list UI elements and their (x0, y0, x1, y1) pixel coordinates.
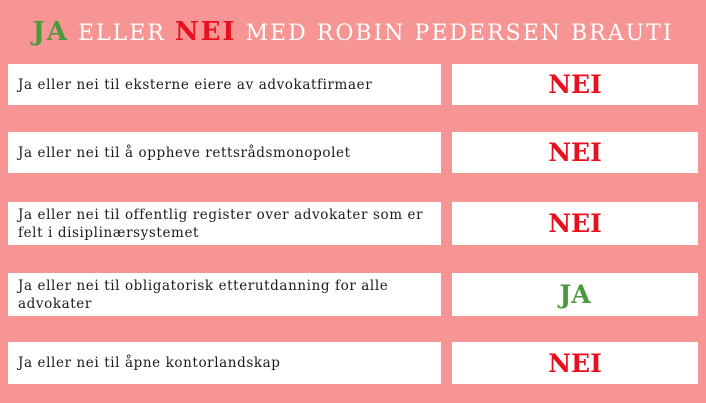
page-title (0, 17, 706, 47)
answer-5: NEI (452, 342, 698, 384)
title-nei: NEI (174, 17, 237, 47)
title-rest: MED ROBIN PEDERSEN BRAUTI (245, 21, 674, 46)
question-3: Ja eller nei til offentlig register over advokater som er felt i disiplinærsystemet (8, 202, 441, 245)
question-1: Ja eller nei til eksterne eiere av advokatfirmaer (8, 64, 441, 105)
title-ja: JA (32, 17, 69, 47)
answer-3: NEI (452, 202, 698, 245)
question-4: Ja eller nei til obligatorisk etterutdanning for alle advokater (8, 273, 441, 316)
question-5: Ja eller nei til åpne kontorlandskap (8, 342, 441, 384)
answer-2: NEI (452, 132, 698, 173)
answer-1: NEI (452, 64, 698, 105)
question-2: Ja eller nei til å oppheve rettsrådsmonopolet (8, 132, 441, 173)
answer-4: JA (452, 273, 698, 316)
title-eller: ELLER (77, 21, 166, 46)
